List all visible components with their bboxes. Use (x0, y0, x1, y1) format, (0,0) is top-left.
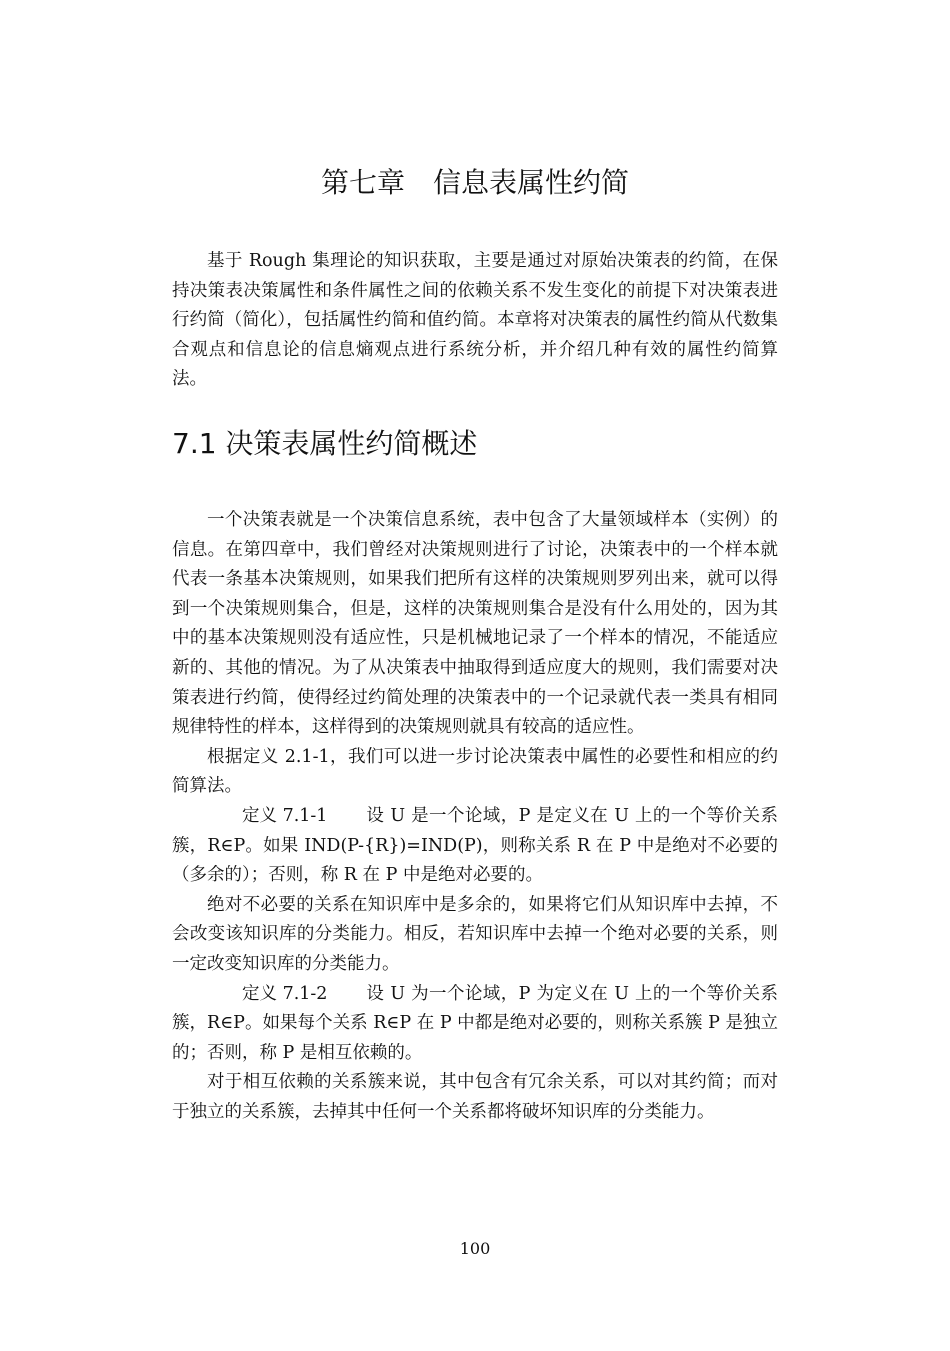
paragraph-unnecessary-relations: 绝对不必要的关系在知识库中是多余的，如果将它们从知识库中去掉，不会改变该知识库的分类能力。相反，若知识库中去掉一个绝对必要的关系，则一定改变知识库的分类能力。 (172, 894, 778, 974)
chapter-title: 第七章 信息表属性约简 (320, 166, 629, 199)
intro-block (172, 247, 778, 395)
paragraph-decision-table: 一个决策表就是一个决策信息系统，表中包含了大量领域样本（实例）的信息。在第四章中，我们曾经对决策规则进行了讨论，决策表中的一个样本就代表一条基本决策规则，如果我们把所有这样的决策规则罗列出来，就可以得到一个决策规则集合，但是，这样的决策规则集合是没有什么用处的，因为其中的基本决策规则没有适应性，只是机械地记录了一个样本的情况，不能适应新的、其他的情况。为了从决策表中抽取得到适应度大的规则，我们需要对决策表进行约简，使得经过约简处理的决策表中的一个记录就代表一类具有相同规律特性的样本，这样得到的决策规则就具有较高的适应性。 (172, 510, 778, 738)
definition-label: 定义 7.1-2 (242, 983, 328, 1004)
definition-text: 设 U 是一个论域，P 是定义在 U 上的一个等价关系簇，R∈P。如果 IND(P-{R})=IND(P)，则称关系 R 在 P 中是绝对不必要的（多余的）；否则，称 R 在 P 中是绝对必要的。 (172, 805, 778, 886)
intro-paragraph: 基于 Rough 集理论的知识获取，主要是通过对原始决策表的约简，在保持决策表决策属性和条件属性之间的依赖关系不发生变化的前提下对决策表进行约简（简化），包括属性约简和值约简。本章将对决策表的属性约简从代数集合观点和信息论的信息熵观点进行系统分析，并介绍几种有效的属性约简算法。 (172, 251, 778, 390)
page-number: 100 (459, 1239, 491, 1258)
section-body (172, 506, 778, 1127)
section-title: 7.1 决策表属性约简概述 (172, 427, 478, 460)
definition-label: 定义 7.1-1 (242, 805, 328, 826)
definition-text: 设 U 为一个论域，P 为定义在 U 上的一个等价关系簇，R∈P。如果每个关系 R∈P 在 P 中都是绝对必要的，则称关系簇 P 是独立的；否则，称 P 是相互依赖的。 (172, 983, 778, 1063)
paragraph-definition-reference: 根据定义 2.1-1，我们可以进一步讨论决策表中属性的必要性和相应的约简算法。 (172, 746, 778, 797)
definition-7-1-1 (172, 802, 778, 891)
paragraph-dependent-relations: 对于相互依赖的关系簇来说，其中包含有冗余关系，可以对其约简；而对于独立的关系簇，去掉其中任何一个关系都将破坏知识库的分类能力。 (172, 1072, 778, 1122)
definition-7-1-2 (172, 980, 778, 1069)
